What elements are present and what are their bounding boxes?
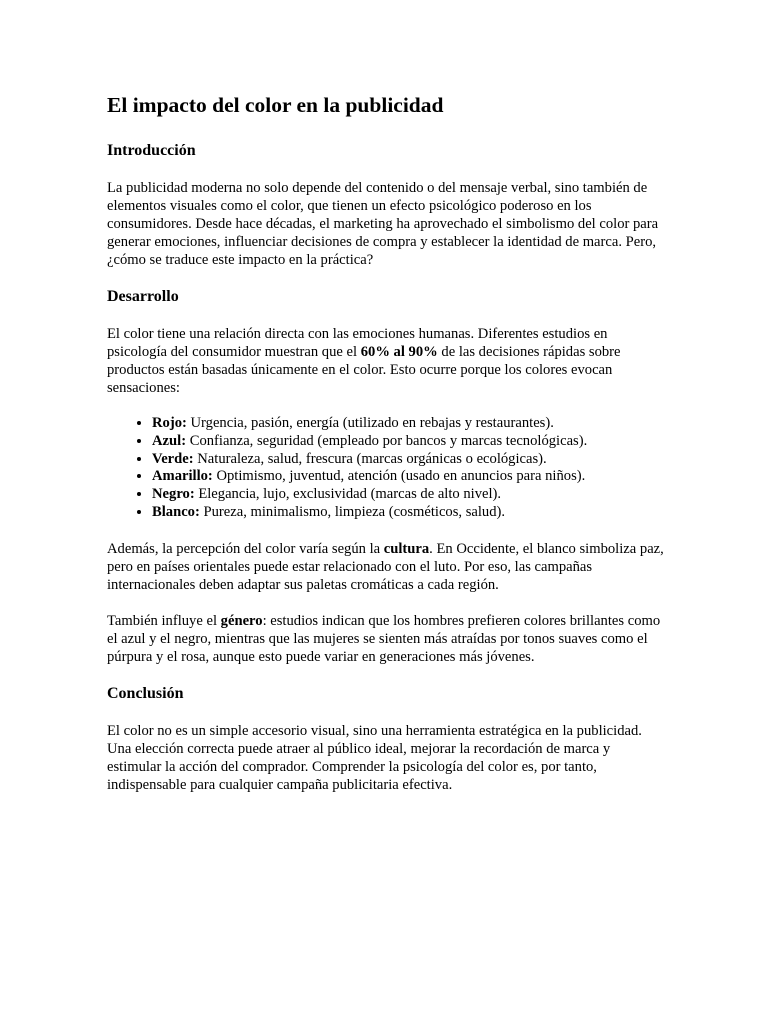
text-span: El color tiene una relación directa con las emociones humanas. Diferentes estudios en psicología del consumidor muestran que el: [107, 326, 608, 360]
color-name: Negro:: [152, 486, 195, 503]
list-item: [152, 486, 667, 504]
color-description: Confianza, seguridad (empleado por bancos y marcas tecnológicas).: [186, 432, 588, 449]
intro-heading: Introducción: [107, 142, 196, 159]
list-item: [152, 451, 667, 469]
conclusion-heading: Conclusión: [107, 684, 184, 702]
desarrollo-paragraph-2: [107, 540, 667, 594]
list-item: [152, 468, 667, 486]
desarrollo-paragraph-3: [107, 612, 667, 666]
conclusion-paragraph: El color no es un simple accesorio visual, sino una herramienta estratégica en la publicidad. Una elección correcta puede atraer al público ideal, mejorar la recordación de marca y estimular la acción del comprador. Comprender la psicología del color es, por tanto, indispensable para cualquier campaña publicitaria efectiva.: [107, 722, 642, 793]
color-name: Azul:: [152, 432, 187, 449]
intro-paragraph: La publicidad moderna no solo depende del contenido o del mensaje verbal, sino también de elementos visuales como el color, que tienen un efecto psicológico poderoso en los consumidores. Desde hace décadas, el marketing ha aprovechado el simbolismo del color para generar emociones, influenciar decisiones de compra y establecer la identidad de marca. Pero, ¿cómo se traduce este impacto en la práctica?: [107, 180, 659, 268]
bold-text: 60% al 90%: [360, 344, 438, 360]
text-span: . En Occidente, el blanco simboliza paz, pero en países orientales puede estar relacionado con el luto. Por eso, las campañas internacionales deben adaptar sus paletas cromáticas a cada región.: [107, 540, 664, 593]
text-span: de las decisiones rápidas sobre productos están basadas únicamente en el color. Esto ocurre porque los colores evocan sensaciones:: [107, 344, 621, 396]
document-page: [107, 90, 667, 794]
list-item: [152, 415, 667, 433]
text-span: : estudios indican que los hombres prefieren colores brillantes como el azul y el negro, mientras que las mujeres se sienten más atraídas por tonos suaves como el púrpura y el rosa, aunque esto puede variar en generaciones más jóvenes.: [107, 612, 661, 665]
desarrollo-paragraph-1: [107, 325, 667, 397]
desarrollo-heading: Desarrollo: [107, 288, 179, 305]
color-name: Rojo:: [152, 415, 187, 431]
color-description: Naturaleza, salud, frescura (marcas orgánicas o ecológicas).: [193, 450, 547, 467]
bold-text: cultura: [383, 540, 430, 557]
color-name: Blanco:: [152, 503, 200, 520]
text-span: También influye el: [107, 612, 221, 629]
color-name: Verde:: [152, 450, 194, 467]
bold-text: género: [220, 612, 263, 629]
list-item: [152, 504, 667, 522]
document-title: El impacto del color en la publicidad: [107, 93, 444, 117]
color-name: Amarillo:: [152, 468, 213, 485]
color-description: Pureza, minimalismo, limpieza (cosméticos, salud).: [199, 503, 506, 520]
color-description: Elegancia, lujo, exclusividad (marcas de alto nivel).: [194, 486, 502, 503]
color-description: Optimismo, juventud, atención (usado en anuncios para niños).: [212, 468, 586, 485]
text-span: Además, la percepción del color varía según la: [107, 540, 384, 557]
list-item: [152, 433, 667, 451]
color-list: [107, 415, 667, 522]
color-description: Urgencia, pasión, energía (utilizado en rebajas y restaurantes).: [186, 415, 554, 431]
